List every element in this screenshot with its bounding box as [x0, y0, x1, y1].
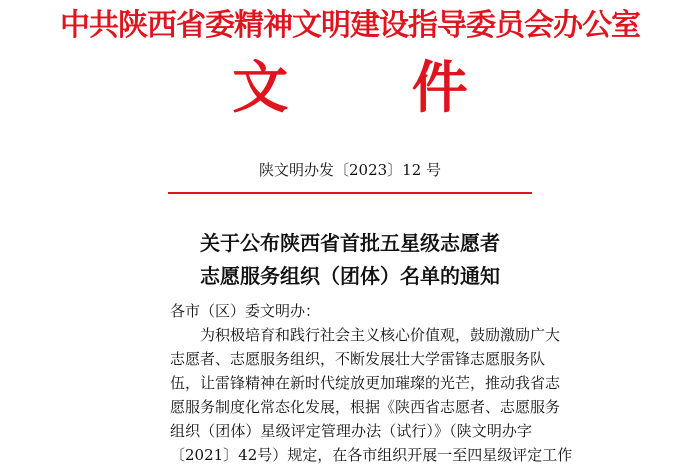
notice-title-line-1: 关于公布陕西省首批五星级志愿者 — [200, 231, 500, 255]
red-separator-line — [168, 192, 532, 194]
document-type-heading: 文 件 — [232, 55, 520, 121]
salutation: 各市（区）委文明办： — [170, 302, 321, 320]
body-line: 伍，让雷锋精神在新时代绽放更加璀璨的光芒，推动我省志 — [170, 374, 561, 392]
body-line: 〔2021〕42号）规定，在各市组织开展一至四星级评定工作 — [170, 446, 573, 464]
issuer-header: 中共陕西省委精神文明建设指导委员会办公室 — [60, 8, 640, 43]
body-line: 为积极培育和践行社会主义核心价值观，鼓励激励广大 — [200, 326, 561, 344]
body-line: 愿服务制度化常态化发展，根据《陕西省志愿者、志愿服务 — [170, 398, 561, 416]
notice-title-line-2: 志愿服务组织（团体）名单的通知 — [200, 264, 500, 288]
body-line: 志愿者、志愿服务组织，不断发展壮大学雷锋志愿服务队 — [170, 350, 546, 368]
body-line: 组织（团体）星级评定管理办法（试行）》（陕文明办字 — [170, 422, 532, 440]
document-number: 陕文明办发〔2023〕12 号 — [258, 161, 442, 179]
